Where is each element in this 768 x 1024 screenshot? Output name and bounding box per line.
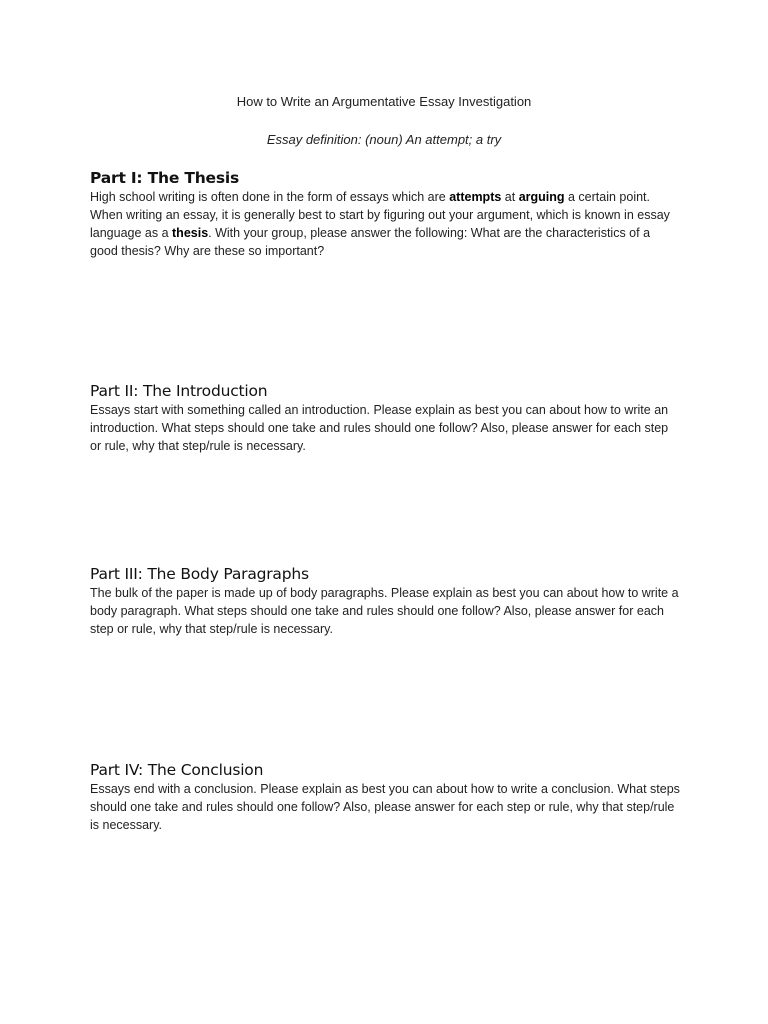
- body-text: a certain point. When writing an essay, it is generally best to start by figuring out your argument, which is known in essay language as a: [90, 190, 670, 240]
- section-heading: Part IV: The Conclusion: [90, 761, 264, 779]
- section-conclusion: [90, 760, 680, 834]
- section-introduction: [90, 381, 680, 455]
- document-subtitle: Essay definition: (noun) An attempt; a try: [266, 132, 502, 147]
- body-text: at: [501, 190, 519, 204]
- document-title: How to Write an Argumentative Essay Investigation: [236, 94, 532, 109]
- section-heading: Part I: The Thesis: [90, 169, 240, 187]
- body-text: . With your group, please answer the following: What are the characteristics of a good thesis? Why are these so important?: [90, 226, 651, 258]
- emphasis-attempts: attempts: [449, 190, 502, 204]
- section-body: [90, 188, 680, 260]
- section-heading: Part III: The Body Paragraphs: [90, 565, 309, 583]
- section-thesis: [90, 168, 680, 260]
- section-body: Essays start with something called an introduction. Please explain as best you can about how to write an introduction. What steps should one take and rules should one follow? Also, please answer for each step or rule, why that step/rule is necessary.: [90, 403, 669, 453]
- emphasis-thesis: thesis: [172, 226, 209, 240]
- body-text: High school writing is often done in the form of essays which are: [90, 190, 450, 204]
- section-body: The bulk of the paper is made up of body paragraphs. Please explain as best you can about how to write a body paragraph. What steps should one take and rules should one follow? Also, please answer for each step or rule, why that step/rule is necessary.: [90, 586, 679, 636]
- section-body: Essays end with a conclusion. Please explain as best you can about how to write a conclusion. What steps should one take and rules should one follow? Also, please answer for each step or rule, why that step/rule is necessary.: [90, 782, 680, 832]
- section-body-paragraphs: [90, 564, 680, 638]
- section-heading: Part II: The Introduction: [90, 382, 268, 400]
- emphasis-arguing: arguing: [518, 190, 565, 204]
